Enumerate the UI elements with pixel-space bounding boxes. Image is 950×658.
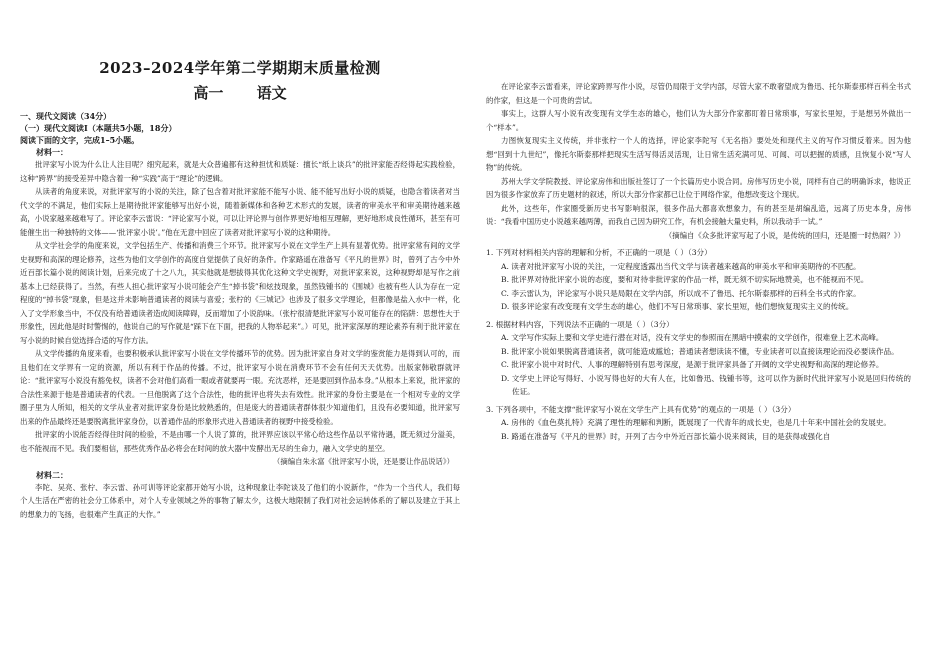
question-2-option-d: D. 文学史上评论写得好、小说写得也好的大有人在，比如鲁迅、钱锺书等，这可以作为新时代批评家写小说是回归传统的佐证。 [501,373,911,396]
exam-subtitle [20,82,460,104]
material-two-label: 材料二： [36,469,68,480]
source-citation: （摘编自朱永富《批评家写小说，还是要让作品说话》） [272,457,454,466]
question-3-option-a: A. 房伟的《血色莫扎特》充满了理性的理解和判断，既展现了一代青年的成长史，也是几十年来中国社会的发展史。 [501,418,891,427]
question-1-option-b: B. 批评界对待批评家小说的态度，要和对待非批评家的作品一样，既无须不切实际地赞美，也不能视而不见。 [501,275,869,284]
paragraph: 苏州大学文学院教授、评论家房伟和出版社签订了一个长篇历史小说合同。房伟写历史小说，同样有自己的明确诉求，他说正因为很多作家放弃了历史题材的叙述，所以大部分作家都已让位于网络作家，他想改变这个现状。 [486,176,911,199]
paragraph: 在评论家李云雷看来，评论家跨界写作小说，尽管仍局限于文学内部，尽管大家不敢奢望成为鲁迅、托尔斯泰那样百科全书式的作家，但这是一个可贵的尝试。 [486,82,911,105]
question-1-option-a: A. 读者对批评家写小说的关注，一定程度透露出当代文学与读者越来越高的审美水平和审美期待的不匹配。 [501,261,861,271]
question-1-option-c: C. 李云雷认为，评论家写小说只是局限在文学内部，所以成不了鲁迅、托尔斯泰那样的百科全书式的作家。 [501,288,861,298]
paragraph: 批评家的小说能否经得住时间的检验，不是由哪一个人说了算的，批评界应该以平常心给这些作品以平常待遇，既无须过分溢美，也不能视而不见。我们要相信，那些优秀作品必将会在时间的放大器中发酵出无尽的生命力，融入文学史的星空。 [20,430,460,453]
question-1-option-d: D. 很多评论家有改变现有文学生态的雄心，他们不写日常琐事、家长里短，他们想恢复现实主义的传统。 [501,302,854,311]
question-3-option-b: B. 路遥在准备写《平凡的世界》时，开列了古今中外近百部长篇小说来阅读，目的是获得或强化自 [501,431,831,441]
source-citation: （摘编自《众多批评家写起了小说，是传统的回归，还是圈一时热闹？》） [664,230,905,240]
question-2-option-a: A. 文学写作实际上要和文学史进行潜在对话，没有文学史的参照而在黑暗中摸索的文学创作，很难登上艺术高峰。 [501,333,884,342]
question-2-option-c: C. 批评家小说中对时代、人事的理解特别有思考深度，是源于批评家具备了开阔的文学史视野和高深的理论修养。 [501,360,884,369]
paragraph: 李陀、吴亮、张柠、李云雷、孙可训等评论家都开始写小说，这种现象让李陀谈及了他们的小说新作，“作为一个当代人，我们每个人生活在严密的社会分工体系中，对个人专业领域之外的事物了解太少，这极大地限制了我们对社会运转体系的了解以及建立于其上的想象力的飞扬，也很难产生真正的大作。” [20,482,460,519]
paragraph: 从文学传播的角度来看，也要积极承认批评家写小说在文学传播环节的优势。因为批评家自身对文学的鉴赏能力是得到认可的，而且他们在文学界有一定的资源，所以有利于作品的传播。不过，批评家写小说在消费环节不会有任何天天优势。出版家韩敬群就评论：“批评家写小说没有豁免权，读者不会对他们高看一眼或者就要再一眼。充沈恶样，还是要回到作品本身。”从根本上来说，批评家的合法性来源于他是普通读者的代表。一旦他脱离了这个合法性，他的批评也将失去有效性。批评家的身份主要是在一个相对专业的文学圈子里为人所知，相关的文学从业者对批评家身份是比较熟悉的，但是庞大的普通读者群体很少知道他们，且没有必要知道，批评家写出来的作品最终还是要脱离批评家身份，以普通作品的形象形式进入普通读者的视野中接受检验。 [20,349,460,426]
paragraph: 此外，这些年，作家圈受新历史书写影响很深，很多作品大都喜欢想象力，有的甚至是胡编乱造，远离了历史本身，房伟说：“我看中国历史小说越来越两薄，而我自己因为研究工作，有机会接触大量史料，所以我动手一试。” [486,203,911,226]
exam-title: 2023–2024学年第二学期期末质量检测 [99,59,381,77]
paragraph: 批评家写小说为什么让人注目呢？细究起来，就是大众普遍都有这种担忧和质疑：擅长“纸上谈兵”的批评家能否经得起实践检验，这种“跨界”的接受差异中隐含着一种“实践”高于“理论”的逻辑。 [20,160,460,183]
paragraph: 事实上，这群人写小说有改变现有文学生态的雄心，他们认为大部分作家都盯着日常琐事，写家长里短，于是想另外做出一个“样本”。 [486,109,911,132]
question-1-stem: 1. 下列对材料相关内容的理解和分析，不正确的一项是（ ）（3分） [486,248,712,257]
paragraph: 从读者的角度来说，对批评家写的小说的关注，除了包含着对批评家能不能写小说、能不能写出好小说的质疑，也隐含着读者对当代文学的不满足，他们实际上是期待批评家能够写出好小说，随着新媒体和各种艺术形式的发展，读者的审美水平和审美期待越来越高，小说家越来越难写了。评论家李云雷说：“评论家写小说，可以让评论界与创作界更好地相互理解，更好地形成良性循环，甚至有可能催生出一种独特的文体——‘批评家小说’。”他在无意中回应了读者对批评家写小说的这种期待。 [20,187,460,237]
left-column [20,0,460,521]
question-2-option-b: B. 批评家小说如果脱离普通读者，就可能造成尴尬；普通读者想读读不懂，专业读者可以直接读理论而没必要读作品。 [501,346,899,356]
paragraph: 从文学社会学的角度来说，文学包括生产、传播和消费三个环节。批评家写小说在文学生产上具有显著优势。批评家常有间的文学史视野和高深的理论修养，这些为他们文学创作的高度自觉提供了良好的条件。作家路遥在准备写《平凡的世界》时，曾列了古今中外近百部长篇小说的阅读计划，后来完成了十之八九，其实他就是想拔得其优化这种文学史视野，对批评家来说，这种视野却是写作之前基本上已经获得了。当然，有些人担心批评家写小说可能会产生“掉书袋”和炫技现象，虽然钱锺书的《围城》也被有些人认为存在一定程度的“掉书袋”现象，但是这并未影响普通读者的阅读与喜爱；张柠的《三城记》也涉及了很多文学理论，但都像是盐入水中一样，化入了文学形象当中，不仅没有给普通读者造成阅读障碍，反而增加了小说韵味。（张柠很清楚批评家写小说可能存在的陷阱：思想性大于形象性，因此他是时时警惕的，他说自己的写作就是“踩下在下面，把我的人物举起来”。）可见，批评家深厚的理论素养有利于批评家在写小说的时候自觉选择合适的写作方法。 [20,241,460,345]
right-column [486,0,911,443]
subject-label: 语文 [256,84,287,102]
question-2-stem: 2. 根据材料内容，下列说法不正确的一项是（ ）（3分） [486,319,674,329]
question-3-stem: 3. 下列各项中，不能支撑“批评家写小说在文学生产上具有优势”的观点的一项是（ ）（3分） [486,404,796,414]
reading-instruction: 阅读下面的文字，完成1–5小题。 [20,135,140,145]
section-heading: 一、现代文阅读（34分） [20,111,112,121]
material-one-label: 材料一： [36,147,68,157]
subsection-heading: （一）现代文阅读Ⅰ（本题共5小题，18分） [20,123,177,133]
grade-label: 高一 [193,84,224,102]
paragraph: 力图恢复现实主义传统，并非张柠一个人的选择，评论家李陀写《无名指》要处处和现代主义的写作习惯反着来。因为他想“回到十九世纪”，像托尔斯泰那样把现实生活写得活灵活现，让日常生活充满可见、可闻、可以把握的质感，且恢复小说“写人物”的传统。 [486,136,911,172]
